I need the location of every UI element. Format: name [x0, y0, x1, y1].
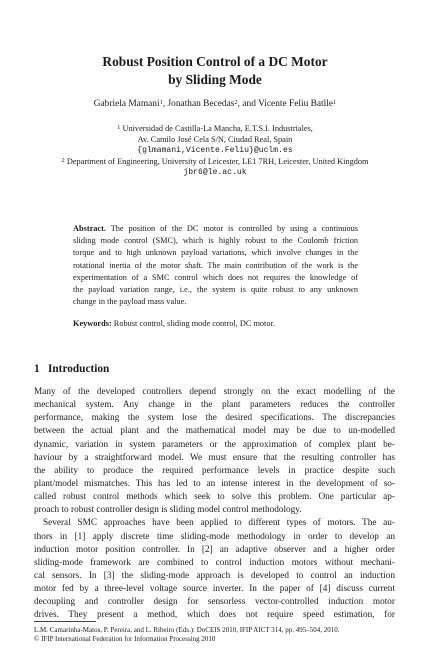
keywords-text: Robust control, sliding mode control, DC motor. [113, 319, 275, 329]
affiliation-2-email: jbr6@le.ac.uk [183, 168, 247, 177]
body-line: plant/model mismatches. This has led to an intense interest in the development of so- [34, 478, 395, 489]
author-separator: , [162, 99, 168, 109]
footnote-rule [34, 621, 96, 622]
body-line: thors in [1] apply discrete time sliding-mode methodology in order to develop an [34, 531, 395, 542]
abstract-line: Abstract. The position of the DC motor is controlled by using a continuous [73, 224, 358, 233]
section-number: 1 [34, 363, 40, 375]
body-line: dynamic, variation in system parameters or the approximation of complex plant be- [34, 439, 395, 450]
body-line: Several SMC approaches have been applied to different types of motors. The au- [43, 518, 395, 529]
body-line: induction motor position controller. In [2] an adaptive observer and a higher order [34, 544, 395, 555]
body-line: between the actual plant and the mathematical model may be due to un-modelled [34, 426, 395, 437]
body-line: sliding-mode framework are combined to control induction motors without mechani- [34, 557, 395, 568]
abstract-label: Abstract. [73, 224, 106, 233]
author-affiliation-mark: 1 [333, 99, 337, 106]
author-list [0, 98, 430, 110]
affiliation-1-line-1 [0, 123, 430, 134]
section-title: Introduction [48, 363, 110, 375]
affiliation-1-line-2: Av. Camilo José Cela S/N, Ciudad Real, Spain [137, 135, 293, 144]
section-heading [34, 362, 109, 376]
author-separator: , and [237, 99, 259, 109]
author-affiliation-mark: 2 [234, 99, 238, 106]
keywords-label: Keywords: [73, 319, 112, 329]
body-line: called robust control methods which seek to solve this problem. One particular ap- [34, 492, 395, 503]
abstract-line: rotational inertia of the motor shaft. The main contribution of the work is the [73, 260, 358, 270]
body-line: the ability to produce the required performance levels in practice despite such [34, 465, 395, 476]
introduction-body [34, 386, 395, 623]
citation-footer [34, 626, 404, 644]
keywords [73, 318, 358, 330]
affiliation-1-email: {glmamani,Vicente.Feliu}@uclm.es [137, 146, 293, 155]
author-name: Jonathan Becedas [167, 99, 235, 109]
body-line: decoupling and controller design for sensorless vector-controlled induction motor [34, 597, 395, 608]
affiliation-mark: 1 [117, 124, 121, 131]
body-line: haviour by a straightforward model. We must ensure that the resulting controller has [34, 452, 395, 463]
paper-title-line-2: by Sliding Mode [168, 72, 262, 87]
body-line: performance, making the system lose the desired specifications. The discrepancies [34, 413, 395, 424]
paper-title-line-1: Robust Position Control of a DC Motor [102, 54, 328, 69]
abstract-line: experimentation of a SMC control which does not requires the knowledge of [73, 272, 358, 282]
body-line: mechanical system. Any change in the plant parameters reduces the controller [34, 400, 395, 411]
body-line: motor fed by a three-level voltage source inverter. In the paper of [4] discuss current [34, 584, 395, 595]
affiliation-text: Universidad de Castilla-La Mancha, E.T.S.I. Industriales, [122, 124, 313, 133]
citation-line: L.M. Camarinha-Matos, P. Pereira, and L. Ribeiro (Eds.): DoCEIS 2010, IFIP AICT 314, pp. 495–504, 2010. [34, 626, 340, 634]
abstract-line: change in the payload mass value. [73, 297, 187, 307]
copyright-line: © IFIP International Federation for Information Processing 2010 [34, 635, 216, 644]
affiliation-mark: 2 [61, 157, 65, 164]
author-affiliation-mark: 1 [159, 99, 163, 106]
body-line: drives. They present a method, which does not require speed estimation, for [34, 610, 395, 621]
abstract-line: sliding mode control (SMC), which is highly robust to the Coulomb friction [73, 236, 358, 246]
body-line: proach to robust controller design is sliding model control methodology. [34, 505, 302, 516]
abstract [73, 223, 358, 331]
affiliation-2-line-1 [0, 156, 430, 167]
body-line: cal sensors. In [3] the sliding-mode approach is developed to control an induction [34, 570, 395, 581]
abstract-line: torque and to high unknown payload variations, which involve changes in the [73, 248, 358, 258]
abstract-line: the payload variation range, i.e., the system is quite robust to any unknown [73, 284, 358, 294]
affiliation-text: Department of Engineering, University of Leicester, LE1 7RH, Leicester, United Kingdom [66, 157, 369, 166]
body-line: Many of the developed controllers depend strongly on the exact modelling of the [34, 387, 395, 397]
author-name: Gabriela Mamani [93, 99, 160, 109]
author-name: Vicente Feliu Batlle [258, 99, 334, 109]
